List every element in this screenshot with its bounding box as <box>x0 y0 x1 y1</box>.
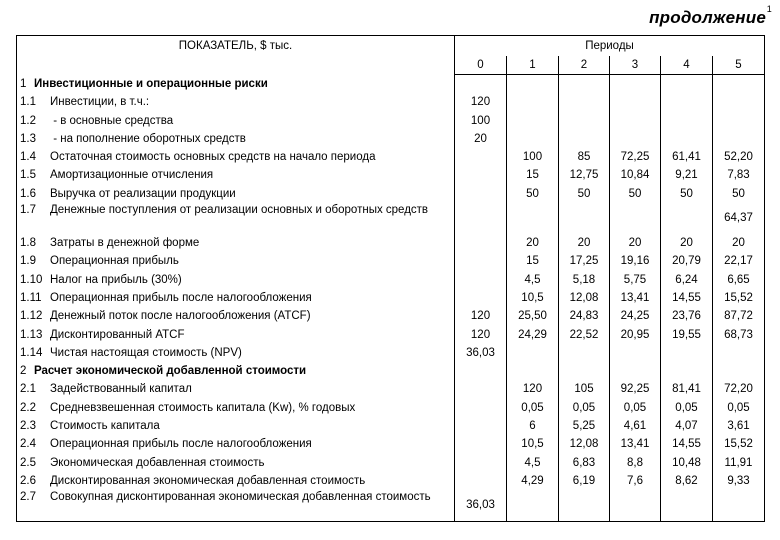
value-cell: 12,75 <box>559 166 610 184</box>
table-row <box>17 271 765 289</box>
value-cell <box>559 203 610 234</box>
row-number: 2.2 <box>20 401 36 414</box>
value-cell: 50 <box>713 185 765 203</box>
indicators-table <box>16 35 765 522</box>
row-label: Инвестиции, в т.ч.: <box>50 96 150 109</box>
value-cell <box>507 344 559 362</box>
period-header: 4 <box>661 56 713 75</box>
value-cell <box>610 112 661 130</box>
table-row <box>17 326 765 344</box>
value-cell: 4,07 <box>661 417 713 435</box>
value-cell: 20 <box>455 130 507 148</box>
row-label-cell <box>17 490 455 522</box>
row-number: 1.10 <box>20 273 43 286</box>
value-cell <box>455 166 507 184</box>
row-label: Чистая настоящая стоимость (NPV) <box>50 346 242 359</box>
table-body <box>17 75 765 522</box>
value-cell: 8,62 <box>661 472 713 490</box>
value-cell: 6,24 <box>661 271 713 289</box>
value-cell <box>661 203 713 234</box>
row-number: 2 <box>20 365 27 378</box>
value-cell <box>507 75 559 94</box>
value-cell <box>455 454 507 472</box>
value-cell <box>713 75 765 94</box>
value-cell <box>610 130 661 148</box>
value-cell: 19,16 <box>610 252 661 270</box>
value-cell: 12,08 <box>559 289 610 307</box>
value-cell: 4,5 <box>507 271 559 289</box>
table-row <box>17 399 765 417</box>
row-label-cell <box>17 380 455 398</box>
row-number: 1.1 <box>20 96 36 109</box>
table-row <box>17 380 765 398</box>
value-cell: 6,19 <box>559 472 610 490</box>
value-cell: 4,5 <box>507 454 559 472</box>
value-cell <box>507 490 559 522</box>
value-cell: 15,52 <box>713 289 765 307</box>
value-cell: 120 <box>455 307 507 325</box>
value-cell <box>455 252 507 270</box>
row-label: Операционная прибыль <box>50 255 179 268</box>
value-cell: 25,50 <box>507 307 559 325</box>
table-row <box>17 344 765 362</box>
value-cell: 20 <box>713 234 765 252</box>
value-cell: 100 <box>455 112 507 130</box>
value-cell: 120 <box>455 93 507 111</box>
value-cell: 7,6 <box>610 472 661 490</box>
row-label-cell <box>17 307 455 325</box>
table-row <box>17 203 765 234</box>
value-cell: 19,55 <box>661 326 713 344</box>
row-label-cell <box>17 112 455 130</box>
table-row <box>17 454 765 472</box>
row-number: 1.3 <box>20 132 36 145</box>
row-label-cell <box>17 454 455 472</box>
value-cell: 24,25 <box>610 307 661 325</box>
row-label: Дисконтированная экономическая добавленная стоимость <box>50 474 366 487</box>
row-number: 1.14 <box>20 346 43 359</box>
table-row <box>17 112 765 130</box>
row-number: 1.7 <box>20 204 36 217</box>
value-cell: 10,5 <box>507 289 559 307</box>
value-cell <box>559 112 610 130</box>
value-cell: 120 <box>455 326 507 344</box>
value-cell: 50 <box>610 185 661 203</box>
row-label: Денежный поток после налогообложения (ATCF) <box>50 310 311 323</box>
value-cell <box>713 362 765 380</box>
value-cell <box>610 490 661 522</box>
value-cell <box>610 93 661 111</box>
value-cell: 87,72 <box>713 307 765 325</box>
value-cell <box>455 417 507 435</box>
value-cell: 5,18 <box>559 271 610 289</box>
value-cell <box>661 490 713 522</box>
value-cell: 4,61 <box>610 417 661 435</box>
row-label: Средневзвешенная стоимость капитала (Kw), % годовых <box>50 401 356 414</box>
value-cell <box>661 344 713 362</box>
row-label: Операционная прибыль после налогообложения <box>50 291 312 304</box>
value-cell <box>455 380 507 398</box>
value-cell: 20 <box>507 234 559 252</box>
table-row <box>17 417 765 435</box>
section-row <box>17 75 765 94</box>
row-number: 2.3 <box>20 420 36 433</box>
value-cell: 6 <box>507 417 559 435</box>
row-number: 1.9 <box>20 255 36 268</box>
value-cell <box>455 185 507 203</box>
row-label: Задействованный капитал <box>50 383 192 396</box>
value-cell: 0,05 <box>610 399 661 417</box>
value-cell <box>713 112 765 130</box>
value-cell: 64,37 <box>713 203 765 234</box>
value-cell: 50 <box>559 185 610 203</box>
value-cell <box>455 75 507 94</box>
row-label: Выручка от реализации продукции <box>50 187 236 200</box>
value-cell: 14,55 <box>661 289 713 307</box>
value-cell: 100 <box>507 148 559 166</box>
period-header: 2 <box>559 56 610 75</box>
table-row <box>17 166 765 184</box>
value-cell <box>455 148 507 166</box>
row-label-cell <box>17 252 455 270</box>
value-cell: 0,05 <box>559 399 610 417</box>
row-label-cell <box>17 362 455 380</box>
value-cell <box>559 362 610 380</box>
value-cell: 5,75 <box>610 271 661 289</box>
value-cell: 13,41 <box>610 435 661 453</box>
table-row <box>17 307 765 325</box>
row-label-cell <box>17 289 455 307</box>
value-cell <box>455 435 507 453</box>
value-cell: 50 <box>507 185 559 203</box>
table-row <box>17 472 765 490</box>
value-cell <box>507 93 559 111</box>
value-cell <box>455 472 507 490</box>
row-number: 2.5 <box>20 456 36 469</box>
table-row <box>17 93 765 111</box>
row-number: 1.11 <box>20 291 42 304</box>
row-label: Амортизационные отчисления <box>50 169 214 182</box>
table-row <box>17 289 765 307</box>
row-label-cell <box>17 271 455 289</box>
value-cell: 6,65 <box>713 271 765 289</box>
table-row <box>17 234 765 252</box>
value-cell <box>455 203 507 234</box>
row-label-cell <box>17 344 455 362</box>
value-cell <box>610 344 661 362</box>
value-cell <box>507 130 559 148</box>
value-cell: 105 <box>559 380 610 398</box>
indicator-header: ПОКАЗАТЕЛЬ, $ тыс. <box>17 36 455 75</box>
row-number: 2.7 <box>20 491 36 504</box>
row-label: Затраты в денежной форме <box>50 237 200 250</box>
row-label: Дисконтированный ATCF <box>50 328 185 341</box>
row-number: 2.6 <box>20 474 36 487</box>
row-label: Остаточная стоимость основных средств на начало периода <box>50 151 376 164</box>
table-row <box>17 435 765 453</box>
value-cell <box>713 93 765 111</box>
value-cell: 92,25 <box>610 380 661 398</box>
value-cell: 10,5 <box>507 435 559 453</box>
value-cell <box>559 130 610 148</box>
value-cell: 36,03 <box>455 490 507 522</box>
value-cell <box>713 344 765 362</box>
value-cell: 15,52 <box>713 435 765 453</box>
row-label-cell <box>17 75 455 94</box>
row-label-cell <box>17 93 455 111</box>
value-cell: 52,20 <box>713 148 765 166</box>
value-cell <box>455 234 507 252</box>
value-cell: 3,61 <box>713 417 765 435</box>
continuation-label <box>649 4 772 28</box>
value-cell: 20,95 <box>610 326 661 344</box>
row-label: Расчет экономической добавленной стоимости <box>34 365 307 378</box>
value-cell: 24,29 <box>507 326 559 344</box>
value-cell: 22,52 <box>559 326 610 344</box>
value-cell: 20 <box>661 234 713 252</box>
value-cell <box>661 75 713 94</box>
value-cell: 68,73 <box>713 326 765 344</box>
table-row <box>17 252 765 270</box>
value-cell <box>713 130 765 148</box>
row-label-cell <box>17 472 455 490</box>
value-cell <box>507 362 559 380</box>
value-cell: 22,17 <box>713 252 765 270</box>
value-cell: 72,20 <box>713 380 765 398</box>
value-cell <box>610 362 661 380</box>
row-label: Инвестиционные и операционные риски <box>34 77 268 90</box>
value-cell <box>507 112 559 130</box>
row-label-cell <box>17 130 455 148</box>
value-cell: 9,33 <box>713 472 765 490</box>
row-number: 2.4 <box>20 438 36 451</box>
value-cell: 0,05 <box>713 399 765 417</box>
row-number: 2.1 <box>20 383 36 396</box>
value-cell: 15 <box>507 252 559 270</box>
value-cell: 9,21 <box>661 166 713 184</box>
value-cell: 8,8 <box>610 454 661 472</box>
row-label-cell <box>17 185 455 203</box>
row-number: 1.8 <box>20 237 36 250</box>
value-cell: 20,79 <box>661 252 713 270</box>
value-cell <box>661 112 713 130</box>
value-cell <box>455 362 507 380</box>
table-row <box>17 185 765 203</box>
value-cell: 15 <box>507 166 559 184</box>
value-cell <box>455 289 507 307</box>
value-cell <box>455 271 507 289</box>
value-cell: 61,41 <box>661 148 713 166</box>
row-number: 1.2 <box>20 114 36 127</box>
value-cell: 81,41 <box>661 380 713 398</box>
table-row <box>17 130 765 148</box>
table-row <box>17 490 765 522</box>
value-cell <box>559 490 610 522</box>
continuation-text: продолжение <box>649 8 766 27</box>
value-cell: 36,03 <box>455 344 507 362</box>
row-label-cell <box>17 166 455 184</box>
row-label-cell <box>17 399 455 417</box>
value-cell: 14,55 <box>661 435 713 453</box>
value-cell: 12,08 <box>559 435 610 453</box>
value-cell <box>661 93 713 111</box>
row-label-cell <box>17 203 455 234</box>
value-cell: 23,76 <box>661 307 713 325</box>
continuation-mark: 1 <box>766 4 772 14</box>
row-label: Операционная прибыль после налогообложения <box>50 438 312 451</box>
value-cell: 24,83 <box>559 307 610 325</box>
row-label-cell <box>17 148 455 166</box>
row-label: Налог на прибыль (30%) <box>50 273 182 286</box>
row-label: Совокупная дисконтированная экономическая добавленная стоимость <box>50 491 431 504</box>
value-cell: 11,91 <box>713 454 765 472</box>
value-cell: 10,84 <box>610 166 661 184</box>
value-cell <box>713 490 765 522</box>
section-row <box>17 362 765 380</box>
row-number: 1.4 <box>20 151 36 164</box>
row-number: 1.6 <box>20 187 36 200</box>
row-label: - в основные средства <box>50 114 174 127</box>
value-cell <box>661 130 713 148</box>
value-cell: 6,83 <box>559 454 610 472</box>
row-number: 1.13 <box>20 328 43 341</box>
value-cell <box>610 75 661 94</box>
value-cell: 10,48 <box>661 454 713 472</box>
value-cell <box>559 344 610 362</box>
period-header: 1 <box>507 56 559 75</box>
value-cell <box>559 75 610 94</box>
row-label: Денежные поступления от реализации основных и оборотных средств <box>50 204 429 217</box>
value-cell <box>559 93 610 111</box>
value-cell <box>455 399 507 417</box>
value-cell: 7,83 <box>713 166 765 184</box>
value-cell: 4,29 <box>507 472 559 490</box>
row-label-cell <box>17 234 455 252</box>
value-cell: 20 <box>610 234 661 252</box>
period-header: 0 <box>455 56 507 75</box>
value-cell: 5,25 <box>559 417 610 435</box>
row-label-cell <box>17 435 455 453</box>
value-cell: 17,25 <box>559 252 610 270</box>
value-cell <box>507 203 559 234</box>
table-row <box>17 148 765 166</box>
value-cell <box>610 203 661 234</box>
value-cell <box>661 362 713 380</box>
value-cell: 20 <box>559 234 610 252</box>
value-cell: 13,41 <box>610 289 661 307</box>
period-header: 3 <box>610 56 661 75</box>
row-number: 1.5 <box>20 169 36 182</box>
periods-header: Периоды <box>455 36 765 57</box>
row-label: Экономическая добавленная стоимость <box>50 456 265 469</box>
period-header: 5 <box>713 56 765 75</box>
row-label: - на пополнение оборотных средств <box>50 132 246 145</box>
value-cell: 50 <box>661 185 713 203</box>
row-number: 1.12 <box>20 310 43 323</box>
row-number: 1 <box>20 77 27 90</box>
value-cell: 85 <box>559 148 610 166</box>
row-label: Стоимость капитала <box>50 420 160 433</box>
value-cell: 72,25 <box>610 148 661 166</box>
value-cell: 120 <box>507 380 559 398</box>
row-label-cell <box>17 326 455 344</box>
row-label-cell <box>17 417 455 435</box>
value-cell: 0,05 <box>507 399 559 417</box>
value-cell: 0,05 <box>661 399 713 417</box>
